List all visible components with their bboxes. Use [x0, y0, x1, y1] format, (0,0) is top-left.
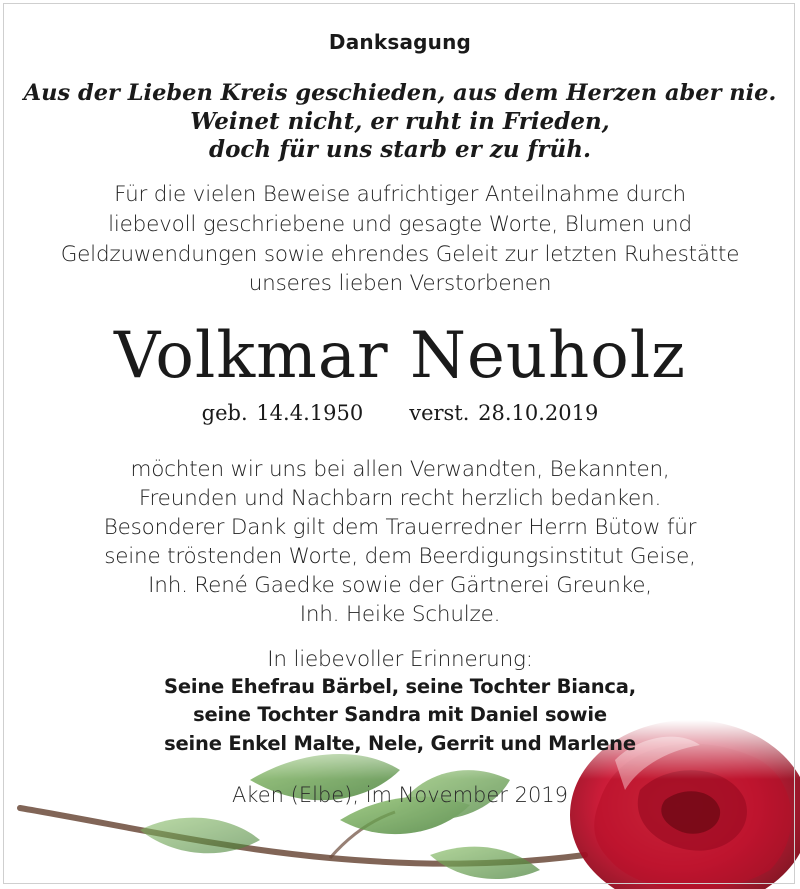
place-date: Aken (Elbe), im November 2019 [231, 783, 569, 807]
mourner-line: Seine Ehefrau Bärbel, seine Tochter Bianca, [164, 675, 636, 698]
thanks-line: Freunden und Nachbarn recht herzlich bedanken. [138, 486, 662, 511]
heading: Danksagung [328, 30, 472, 54]
verse-line: doch für uns starb er zu früh. [209, 136, 591, 163]
verse-line: Weinet nicht, er ruht in Frieden, [190, 108, 610, 135]
thanks-line: möchten wir uns bei allen Verwandten, Bekannten, [130, 457, 670, 482]
thanks-line: seine tröstenden Worte, dem Beerdigungsinstitut Geise, [104, 544, 696, 569]
remembrance-intro: In liebevoller Erinnerung: [267, 647, 533, 672]
death-date: verst. 28.10.2019 [409, 401, 599, 425]
verse-line: Aus der Lieben Kreis geschieden, aus dem Herzen aber nie. [23, 80, 777, 106]
mourner-line: seine Tochter Sandra mit Daniel sowie [193, 703, 607, 726]
thanks-line: Inh. René Gaedke sowie der Gärtnerei Greunke, [148, 573, 652, 598]
mourner-line: seine Enkel Malte, Nele, Gerrit und Marlene [164, 732, 636, 755]
intro-line: Geldzuwendungen sowie ehrendes Geleit zur letzten Ruhestätte [60, 242, 740, 267]
birth-date: geb. 14.4.1950 [201, 401, 364, 425]
intro-line: liebevoll geschriebene und gesagte Worte, Blumen und [108, 212, 692, 237]
intro-line: unseres lieben Verstorbenen [248, 271, 552, 296]
thanks-line: Inh. Heike Schulze. [299, 602, 501, 627]
life-dates [0, 398, 800, 428]
deceased-name: Volkmar Neuholz [114, 319, 686, 393]
intro-line: Für die vielen Beweise aufrichtiger Anteilnahme durch [114, 182, 686, 207]
thanks-line: Besonderer Dank gilt dem Trauerredner Herrn Bütow für [103, 515, 697, 540]
